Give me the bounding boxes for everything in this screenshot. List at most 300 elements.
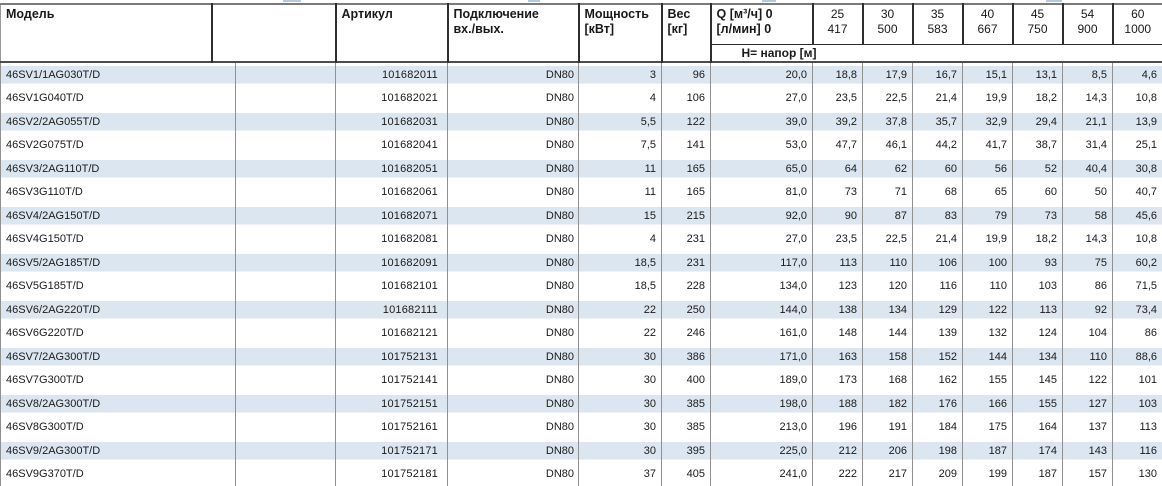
cell-article: 101752161 [336, 416, 448, 440]
cell-head-25: 23,5 [813, 87, 863, 111]
cell-head-25: 64 [813, 157, 863, 181]
cell-head-45: 174 [1013, 439, 1063, 463]
connection-label-line1: Подключение [453, 7, 539, 21]
cell-head-40: 56 [963, 157, 1013, 181]
cell-article: 101682101 [336, 275, 448, 299]
cell-head-35: 83 [913, 204, 963, 228]
cell-head-60: 86 [1113, 322, 1162, 346]
cell-connection: DN80 [448, 87, 579, 111]
cell-head-54: 50 [1063, 181, 1113, 205]
text-remnant-mark [528, 0, 540, 2]
column-header-flow-q [711, 4, 813, 44]
cell-head-54: 122 [1063, 369, 1113, 393]
flow-lmin: 500 [877, 22, 898, 36]
cell-head-30: 206 [863, 439, 913, 463]
cell-connection: DN80 [448, 392, 579, 416]
column-header-article-label: Артикул [341, 7, 393, 21]
cell-head-45: 29,4 [1013, 110, 1063, 134]
cell-spacer [236, 228, 336, 252]
cell-spacer [236, 463, 336, 486]
table-row [1, 251, 1162, 275]
cell-head-30: 37,8 [863, 110, 913, 134]
flow-lmin: 1000 [1124, 22, 1152, 36]
cell-model: 46SV5/2AG185T/D [6, 256, 101, 269]
cell-connection: DN80 [448, 251, 579, 275]
cell-connection: DN80 [448, 63, 579, 87]
cell-head-30: 22,5 [863, 228, 913, 252]
power-label-line1: Мощность [584, 7, 649, 21]
weight-label-line1: Вес [667, 7, 691, 21]
cell-model: 46SV3/2AG110T/D [6, 162, 100, 175]
cell-head-30: 110 [863, 251, 913, 275]
cell-head-30: 87 [863, 204, 913, 228]
cell-head-40: 79 [963, 204, 1013, 228]
cell-spacer [236, 392, 336, 416]
cell-head-35: 198 [913, 439, 963, 463]
cell-head-45: 103 [1013, 275, 1063, 299]
cell-spacer [236, 181, 336, 205]
cell-connection: DN80 [448, 181, 579, 205]
column-header-flow-40 [963, 4, 1013, 44]
cell-article: 101752141 [336, 369, 448, 393]
cell-model: 46SV3G110T/D [6, 186, 83, 199]
cell-head-54: 8,5 [1063, 63, 1113, 87]
cell-spacer [236, 275, 336, 299]
column-header-spacer [212, 4, 336, 62]
cell-weight: 165 [662, 157, 711, 181]
cell-model: 46SV9/2AG300T/D [6, 444, 101, 457]
table-row [1, 463, 1162, 486]
cell-head-54: 127 [1063, 392, 1113, 416]
cell-head-40: 100 [963, 251, 1013, 275]
cell-head-60: 30,8 [1113, 157, 1162, 181]
cell-head-54: 92 [1063, 298, 1113, 322]
cell-head-60: 13,9 [1113, 110, 1162, 134]
cell-spacer [236, 439, 336, 463]
cell-spacer [236, 87, 336, 111]
cell-weight: 228 [662, 275, 711, 299]
cell-head-30: 22,5 [863, 87, 913, 111]
cell-article: 101752151 [336, 392, 448, 416]
cell-head-35: 139 [913, 322, 963, 346]
cell-power: 11 [579, 157, 662, 181]
cell-weight: 141 [662, 134, 711, 158]
cell-spacer [236, 63, 336, 87]
table-row [1, 392, 1162, 416]
cell-article: 101752131 [336, 345, 448, 369]
cell-weight: 231 [662, 228, 711, 252]
cell-spacer [236, 110, 336, 134]
cell-article: 101682121 [336, 322, 448, 346]
cell-head-60: 88,6 [1113, 345, 1162, 369]
cell-connection: DN80 [448, 322, 579, 346]
cell-article: 101682081 [336, 228, 448, 252]
cell-head-25: 163 [813, 345, 863, 369]
cell-head-40: 110 [963, 275, 1013, 299]
cell-head-30: 62 [863, 157, 913, 181]
cell-head-45: 18,2 [1013, 87, 1063, 111]
cell-head-60: 113 [1113, 416, 1162, 440]
cell-weight: 395 [662, 439, 711, 463]
spec-table-body [0, 63, 1162, 486]
cell-article: 101682051 [336, 157, 448, 181]
cell-spacer [236, 251, 336, 275]
cell-power: 18,5 [579, 251, 662, 275]
cell-head-30: 17,9 [863, 63, 913, 87]
cell-article: 101682031 [336, 110, 448, 134]
cell-head-25: 73 [813, 181, 863, 205]
flow-m3h: 45 [1030, 7, 1045, 21]
cell-head-35: 152 [913, 345, 963, 369]
cell-head-40: 199 [963, 463, 1013, 486]
cell-head-25: 188 [813, 392, 863, 416]
cell-head-54: 137 [1063, 416, 1113, 440]
cell-article: 101682091 [336, 251, 448, 275]
cell-power: 22 [579, 322, 662, 346]
flow-label-line1: Q [м³/ч] 0 [716, 7, 773, 21]
cell-head-q0: 81,0 [711, 181, 813, 205]
cell-head-30: 71 [863, 181, 913, 205]
cell-head-54: 110 [1063, 345, 1113, 369]
table-row [1, 275, 1162, 299]
cell-head-54: 40,4 [1063, 157, 1113, 181]
cell-head-25: 90 [813, 204, 863, 228]
cell-head-54: 143 [1063, 439, 1113, 463]
column-header-flow-60 [1113, 4, 1162, 44]
cell-head-30: 191 [863, 416, 913, 440]
cell-head-q0: 117,0 [711, 251, 813, 275]
cell-head-35: 35,7 [913, 110, 963, 134]
cell-weight: 96 [662, 63, 711, 87]
cell-power: 5,5 [579, 110, 662, 134]
cell-head-60: 10,8 [1113, 228, 1162, 252]
cell-head-35: 162 [913, 369, 963, 393]
text-remnant-mark [283, 0, 301, 2]
cell-head-q0: 27,0 [711, 87, 813, 111]
cell-head-30: 168 [863, 369, 913, 393]
cell-head-45: 60 [1013, 181, 1063, 205]
cell-head-60: 4,6 [1113, 63, 1162, 87]
cell-power: 15 [579, 204, 662, 228]
cell-head-25: 18,8 [813, 63, 863, 87]
cell-head-35: 184 [913, 416, 963, 440]
flow-m3h: 25 [830, 7, 845, 21]
cell-head-30: 134 [863, 298, 913, 322]
cell-head-54: 21,1 [1063, 110, 1113, 134]
cell-model: 46SV2/2AG055T/D [6, 115, 101, 128]
text-remnant-mark [1046, 0, 1062, 2]
cell-head-35: 44,2 [913, 134, 963, 158]
cell-head-45: 93 [1013, 251, 1063, 275]
cell-spacer [236, 157, 336, 181]
cell-head-25: 39,2 [813, 110, 863, 134]
cell-weight: 215 [662, 204, 711, 228]
cell-head-q0: 189,0 [711, 369, 813, 393]
column-header-flow-30 [863, 4, 913, 44]
cell-head-35: 68 [913, 181, 963, 205]
cell-head-40: 19,9 [963, 228, 1013, 252]
cell-spacer [236, 134, 336, 158]
header-row-main [1, 4, 1162, 44]
cell-model: 46SV8G300T/D [6, 421, 84, 434]
cell-head-q0: 144,0 [711, 298, 813, 322]
cell-head-54: 86 [1063, 275, 1113, 299]
cell-head-35: 21,4 [913, 87, 963, 111]
cell-head-60: 101 [1113, 369, 1162, 393]
cell-spacer [236, 416, 336, 440]
cell-weight: 165 [662, 181, 711, 205]
table-row [1, 228, 1162, 252]
cell-head-45: 124 [1013, 322, 1063, 346]
cell-power: 22 [579, 298, 662, 322]
cell-weight: 246 [662, 322, 711, 346]
column-header-flow-45 [1013, 4, 1063, 44]
cell-head-35: 60 [913, 157, 963, 181]
cell-connection: DN80 [448, 439, 579, 463]
cell-power: 30 [579, 345, 662, 369]
table-row [1, 87, 1162, 111]
flow-label-line2: [л/мин] 0 [716, 22, 772, 36]
cell-head-60: 60,2 [1113, 251, 1162, 275]
cell-head-54: 31,4 [1063, 134, 1113, 158]
cell-weight: 385 [662, 416, 711, 440]
cell-connection: DN80 [448, 204, 579, 228]
cell-head-60: 130 [1113, 463, 1162, 486]
cell-head-45: 134 [1013, 345, 1063, 369]
cell-head-45: 13,1 [1013, 63, 1063, 87]
flow-lmin: 583 [927, 22, 948, 36]
cell-head-q0: 20,0 [711, 63, 813, 87]
flow-lmin: 900 [1077, 22, 1098, 36]
cell-article: 101752181 [336, 463, 448, 486]
cell-head-60: 45,6 [1113, 204, 1162, 228]
cell-head-q0: 198,0 [711, 392, 813, 416]
cell-head-60: 73,4 [1113, 298, 1162, 322]
table-row [1, 369, 1162, 393]
cell-connection: DN80 [448, 228, 579, 252]
table-row [1, 134, 1162, 158]
cell-model: 46SV7/2AG300T/D [6, 350, 101, 363]
table-row [1, 298, 1162, 322]
cell-head-30: 46,1 [863, 134, 913, 158]
cell-weight: 106 [662, 87, 711, 111]
cell-power: 37 [579, 463, 662, 486]
cell-head-45: 18,2 [1013, 228, 1063, 252]
cell-head-60: 25,1 [1113, 134, 1162, 158]
cell-head-45: 187 [1013, 463, 1063, 486]
cell-head-60: 103 [1113, 392, 1162, 416]
cell-head-q0: 225,0 [711, 439, 813, 463]
cell-model: 46SV1/1AG030T/D [6, 68, 101, 81]
cell-head-40: 41,7 [963, 134, 1013, 158]
flow-m3h: 30 [880, 7, 895, 21]
cell-head-30: 158 [863, 345, 913, 369]
cell-model: 46SV8/2AG300T/D [6, 397, 101, 410]
cell-model: 46SV6G220T/D [6, 327, 84, 340]
cell-head-35: 129 [913, 298, 963, 322]
weight-label-line2: [кг] [667, 22, 688, 36]
cell-head-35: 116 [913, 275, 963, 299]
cell-power: 30 [579, 369, 662, 393]
cell-head-45: 52 [1013, 157, 1063, 181]
cell-model: 46SV2G075T/D [6, 139, 84, 152]
cell-weight: 231 [662, 251, 711, 275]
cell-connection: DN80 [448, 110, 579, 134]
cell-power: 18,5 [579, 275, 662, 299]
cell-head-q0: 161,0 [711, 322, 813, 346]
cell-head-25: 23,5 [813, 228, 863, 252]
cell-head-45: 155 [1013, 392, 1063, 416]
cropped-top-text-remnant [0, 0, 1162, 3]
cell-head-q0: 241,0 [711, 463, 813, 486]
cell-model: 46SV7G300T/D [6, 374, 84, 387]
cell-article: 101682011 [336, 63, 448, 87]
cell-head-q0: 53,0 [711, 134, 813, 158]
cell-connection: DN80 [448, 157, 579, 181]
column-header-flow-35 [913, 4, 963, 44]
cell-head-40: 122 [963, 298, 1013, 322]
cell-head-40: 32,9 [963, 110, 1013, 134]
flow-lmin: 667 [977, 22, 998, 36]
cell-connection: DN80 [448, 275, 579, 299]
cell-weight: 385 [662, 392, 711, 416]
cell-head-25: 222 [813, 463, 863, 486]
table-row [1, 204, 1162, 228]
cell-spacer [236, 369, 336, 393]
cell-head-45: 73 [1013, 204, 1063, 228]
cell-head-54: 75 [1063, 251, 1113, 275]
cell-power: 7,5 [579, 134, 662, 158]
cell-article: 101682021 [336, 87, 448, 111]
table-row [1, 157, 1162, 181]
cell-head-45: 38,7 [1013, 134, 1063, 158]
cell-head-q0: 39,0 [711, 110, 813, 134]
cell-connection: DN80 [448, 345, 579, 369]
cell-head-q0: 27,0 [711, 228, 813, 252]
cell-power: 11 [579, 181, 662, 205]
cell-head-40: 155 [963, 369, 1013, 393]
cell-head-q0: 171,0 [711, 345, 813, 369]
table-row [1, 181, 1162, 205]
cell-connection: DN80 [448, 134, 579, 158]
cell-power: 30 [579, 439, 662, 463]
flow-m3h: 54 [1080, 7, 1095, 21]
cell-head-q0: 134,0 [711, 275, 813, 299]
cell-head-40: 175 [963, 416, 1013, 440]
cell-head-35: 106 [913, 251, 963, 275]
cell-model: 46SV4/2AG150T/D [6, 209, 101, 222]
flow-m3h: 35 [930, 7, 945, 21]
cell-head-30: 144 [863, 322, 913, 346]
cell-power: 4 [579, 87, 662, 111]
cell-power: 3 [579, 63, 662, 87]
column-header-connection [448, 4, 579, 62]
cell-head-40: 65 [963, 181, 1013, 205]
cell-head-60: 116 [1113, 439, 1162, 463]
cell-head-30: 182 [863, 392, 913, 416]
cell-head-60: 40,7 [1113, 181, 1162, 205]
cell-head-40: 144 [963, 345, 1013, 369]
cell-head-45: 113 [1013, 298, 1063, 322]
cell-head-35: 209 [913, 463, 963, 486]
cell-spacer [236, 204, 336, 228]
cell-head-35: 16,7 [913, 63, 963, 87]
cell-spacer [236, 322, 336, 346]
cell-connection: DN80 [448, 463, 579, 486]
table-body [1, 63, 1162, 486]
cell-head-25: 212 [813, 439, 863, 463]
flow-m3h: 60 [1131, 7, 1145, 21]
cell-model: 46SV4G150T/D [6, 233, 84, 246]
cell-connection: DN80 [448, 369, 579, 393]
cell-weight: 400 [662, 369, 711, 393]
cell-head-q0: 92,0 [711, 204, 813, 228]
cell-head-35: 21,4 [913, 228, 963, 252]
cell-head-25: 138 [813, 298, 863, 322]
cell-power: 30 [579, 392, 662, 416]
power-label-line2: [кВт] [584, 22, 615, 36]
cell-head-25: 173 [813, 369, 863, 393]
cell-head-q0: 213,0 [711, 416, 813, 440]
cell-spacer [236, 345, 336, 369]
spec-table-header [0, 3, 1162, 63]
cell-head-q0: 65,0 [711, 157, 813, 181]
table-row [1, 322, 1162, 346]
cell-head-40: 132 [963, 322, 1013, 346]
head-units-label: H= напор [м] [711, 44, 1162, 62]
cell-head-60: 10,8 [1113, 87, 1162, 111]
cell-head-25: 148 [813, 322, 863, 346]
cell-connection: DN80 [448, 298, 579, 322]
column-header-model [1, 4, 212, 62]
cell-article: 101682061 [336, 181, 448, 205]
cell-head-30: 217 [863, 463, 913, 486]
cell-head-40: 187 [963, 439, 1013, 463]
cell-connection: DN80 [448, 416, 579, 440]
cell-head-54: 58 [1063, 204, 1113, 228]
cell-head-45: 164 [1013, 416, 1063, 440]
cell-article: 101752171 [336, 439, 448, 463]
table-row [1, 110, 1162, 134]
cell-head-54: 14,3 [1063, 228, 1113, 252]
cell-head-54: 157 [1063, 463, 1113, 486]
cell-weight: 250 [662, 298, 711, 322]
cell-article: 101682111 [336, 298, 448, 322]
table-row [1, 63, 1162, 87]
cell-article: 101682071 [336, 204, 448, 228]
column-header-weight [662, 4, 711, 62]
column-header-article [336, 4, 448, 62]
cell-head-35: 176 [913, 392, 963, 416]
cell-head-40: 19,9 [963, 87, 1013, 111]
column-header-power [579, 4, 662, 62]
column-header-flow-25 [813, 4, 863, 44]
cell-head-40: 166 [963, 392, 1013, 416]
cell-model: 46SV1G040T/D [6, 92, 84, 105]
cell-head-25: 47,7 [813, 134, 863, 158]
column-header-flow-54 [1063, 4, 1113, 44]
cell-head-25: 196 [813, 416, 863, 440]
column-header-model-label: Модель [6, 7, 55, 21]
flow-m3h: 40 [980, 7, 995, 21]
connection-label-line2: вх./вых. [453, 22, 504, 36]
cell-article: 101682041 [336, 134, 448, 158]
cell-head-25: 113 [813, 251, 863, 275]
cell-weight: 122 [662, 110, 711, 134]
cell-head-45: 145 [1013, 369, 1063, 393]
cell-model: 46SV9G370T/D [6, 468, 84, 481]
flow-lmin: 750 [1027, 22, 1048, 36]
